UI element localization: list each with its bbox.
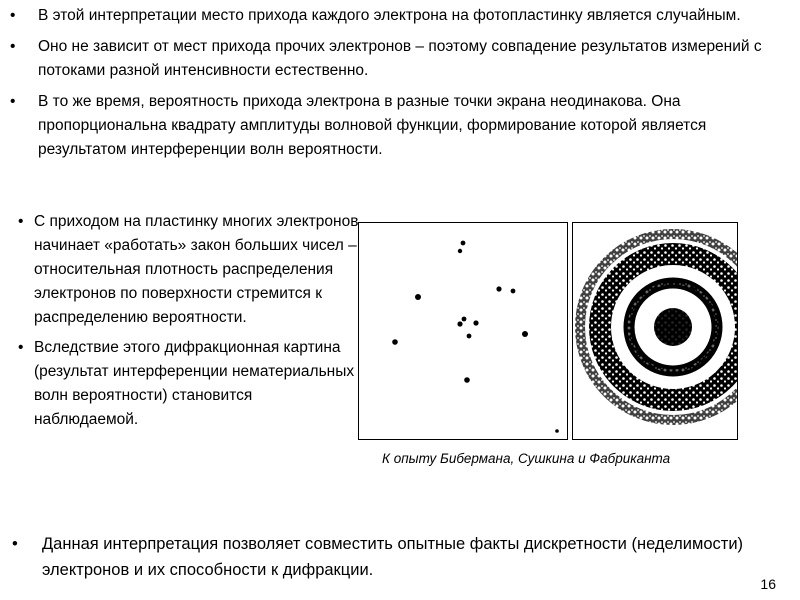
bullet-dot: • [10,7,16,24]
bottom-bullet-1 [0,531,790,583]
bullet-text: Вследствие этого дифракционная картина (результат интерференции нематериальных волн вероятности) становится наблюдаемой. [34,339,355,428]
left-bullet-list [0,210,360,438]
left-bullet-2 [0,336,360,432]
bullet-dot: • [12,535,18,553]
page-number: 16 [760,576,776,592]
bullet-text: С приходом на пластинку многих электронов начинает «работать» закон больших чисел – относительная плотность распределения электронов по поверхности стремится к распределению вероятности. [34,213,359,326]
bullet-text: В то же время, вероятность прихода электрона в разные точки экрана неодинакова. Она пропорциональна квадрату амплитуды волновой функции, формирование которой является результатом интерференции волн вероятности. [38,93,707,158]
bullet-dot: • [10,93,16,110]
top-bullet-2 [0,35,790,83]
bullet-text: Оно не зависит от мест прихода прочих электронов – поэтому совпадение результатов измерений с потоками разной интенсивности естественно. [38,38,762,79]
bottom-bullet-list [0,531,790,583]
diffraction-rings [573,223,737,439]
top-bullet-list [0,4,790,169]
bullet-text: В этой интерпретации место прихода каждого электрона на фотопластинку является случайным. [38,7,741,24]
left-bullet-1 [0,210,360,330]
bullet-dot: • [18,213,24,230]
sparse-electron-panel [358,222,568,440]
sparse-electron-dots [359,223,567,439]
top-bullet-3 [0,90,790,162]
bullet-text: Данная интерпретация позволяет совместить опытные факты дискретности (неделимости) электронов и их способности к дифракции. [42,535,744,579]
bullet-dot: • [18,339,24,356]
top-bullet-1 [0,4,790,28]
bullet-dot: • [10,38,16,55]
figure-caption: К опыту Бибермана, Сушкина и Фабриканта [382,451,671,466]
diffraction-pattern-panel [572,222,738,440]
diffraction-figure [358,222,738,440]
